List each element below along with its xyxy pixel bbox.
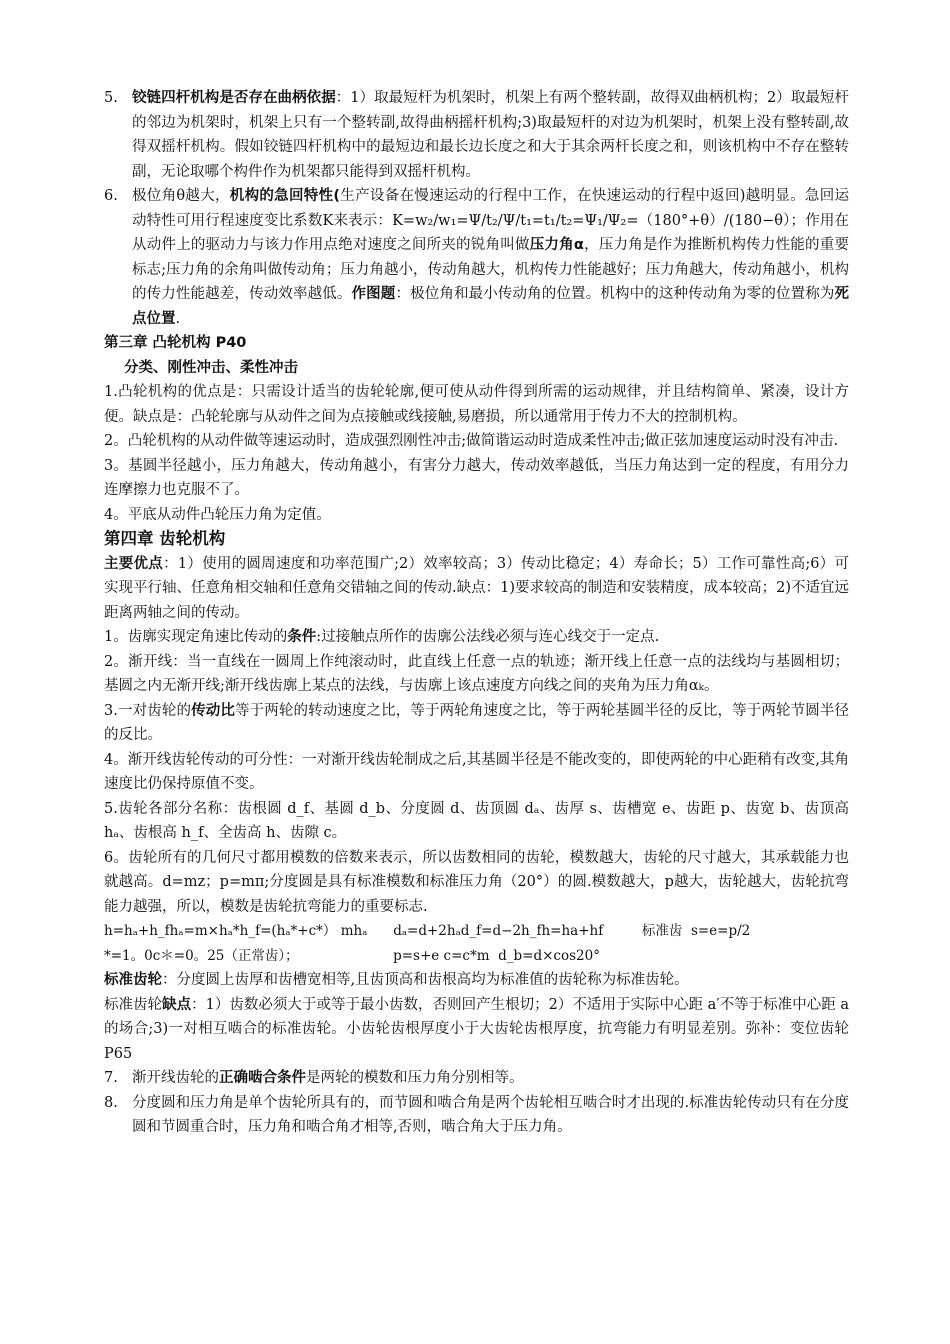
paragraph: 1.凸轮机构的优点是：只需设计适当的齿轮轮廓,便可使从动件得到所需的运动规律，并且结构简单、紧凑，设计方便。缺点是：凸轮轮廓与从动件之间为点接触或线接触,易磨损，所以通常用于传力不大的控制机构。 — [104, 384, 849, 425]
item-number: 5. — [104, 90, 118, 106]
chapter4-title: 第四章 齿轮机构 — [104, 529, 226, 548]
term-quick-return: 机构的急回特性( — [229, 188, 340, 204]
term-advantages: 主要优点 — [104, 555, 164, 572]
formula-line-1: h=hₐ+h_fhₐ=m×hₐ*h_f=(hₐ*+c*） mhₐ dₐ=d+2hₐd_f=d−2h_fh=ha+hf 标准齿 s=e=p/2 — [104, 923, 751, 939]
item-text: ，压力角是作为推断机构传力性能的重要标志;压力角的余角叫做传动角；压力角越小，传动角越大，机构传力性能越好；压力角越大，传动角越小，机构的传力性能越差，传动效率越低。 — [132, 237, 849, 302]
paragraph: 4。渐开线齿轮传动的可分性：一对渐开线齿轮制成之后,其基圆半径是不能改变的，即使两轮的中心距稍有改变,其角速度比仍保持原值不变。 — [104, 751, 849, 792]
item-text: . — [175, 310, 181, 327]
item-number: 8. — [104, 1094, 118, 1111]
document-page — [104, 86, 849, 1140]
term-dead-point: 死点位置 — [132, 286, 849, 327]
term-ratio: 传动比 — [191, 702, 235, 719]
chapter3-title: 第三章 凸轮机构 P40 — [104, 335, 247, 351]
paragraph: 1。齿廓实现定角速比传动的条件:过接触点所作的齿廓公法线必须与连心线交于一定点. — [104, 629, 660, 645]
paragraph: 6。齿轮所有的几何尺寸都用模数的倍数来表示，所以齿数相同的齿轮，模数越大，齿轮的尺寸越大，其承载能力也就越高。d=mz；p=mπ;分度圆是具有标准模数和标准压力角（20°）的圆.模数越大，p越大，齿轮越大，齿轮抗弯能力越强，所以，模数是齿轮抗弯能力的重要标志. — [104, 849, 849, 915]
item-text: 极位角θ越大， — [132, 188, 230, 204]
paragraph: 标准齿轮：分度圆上齿厚和齿槽宽相等,且齿顶高和齿根高均为标准值的齿轮称为标准齿轮。 — [104, 972, 689, 988]
term-pressure-angle: 压力角α — [529, 237, 584, 253]
term-disadvantages: 缺点 — [162, 996, 192, 1013]
paragraph: 标准齿轮缺点：1）齿数必须大于或等于最小齿数，否则回产生根切；2）不适用于实际中心距 a′不等于标准中心距 a 的场合;3)一对相互啮合的标准齿轮。小齿轮齿根厚度小于大齿轮齿根厚度，抗弯能力有明显差别。弥补：变位齿轮 P65 — [104, 996, 850, 1062]
item-text: ：极位角和最小传动角的位置。机构中的这种传动角为零的位置称为 — [395, 286, 835, 302]
term-drawing-task: 作图题 — [351, 286, 396, 302]
term-standard-gear: 标准齿轮 — [104, 972, 162, 988]
paragraph: 3.一对齿轮的传动比等于两轮的转动速度之比，等于两轮角速度之比，等于两轮基圆半径的反比，等于两轮节圆半径的反比。 — [104, 702, 849, 743]
item-number: 7. — [104, 1070, 118, 1086]
list-item-5 — [104, 86, 849, 184]
item-text: 生产设备在慢速运动的行程中工作，在快速运动的行程中返回)越明显。急回运动特性可用行程速度变比系数K来表示：K=w₂/w₁=Ψ/t₂/Ψ/t₁=t₁/t₂=Ψ₁/Ψ₂=（180°+θ）/(180−θ）；作用在从动件上的驱动力与该力作用点绝对速度之间所夹的锐角叫做 — [132, 188, 849, 253]
list-item-6 — [104, 184, 849, 331]
paragraph: 4。平底从动件凸轮压力角为定值。 — [104, 506, 331, 523]
paragraph: 主要优点：1）使用的圆周速度和功率范围广;2）效率较高；3）传动比稳定；4）寿命长；5）工作可靠性高;6）可实现平行轴、任意角相交轴和任意角交错轴之间的传动.缺点：1)要求较高的制造和安装精度，成本较高；2)不适宜远距离两轴之间的传动。 — [104, 555, 849, 621]
item-text: 分度圆和压力角是单个齿轮所具有的，而节圆和啮合角是两个齿轮相互啮合时才出现的.标准齿轮传动只有在分度圆和节圆重合时，压力角和啮合角才相等,否则，啮合角大于压力角。 — [132, 1094, 849, 1135]
paragraph: 3。基圆半径越小，压力角越大，传动角越小，有害分力越大，传动效率越低，当压力角达到一定的程度，有用分力连摩擦力也克服不了。 — [104, 457, 849, 498]
paragraph: 2。凸轮机构的从动件做等速运动时，造成强烈刚性冲击;做简谐运动时造成柔性冲击;做正弦加速度运动时没有冲击. — [104, 433, 839, 449]
list-item-7: 7. 渐开线齿轮的正确啮合条件是两轮的模数和压力角分别相等。 — [104, 1066, 849, 1091]
chapter3-subtitle: 分类、刚性冲击、柔性冲击 — [124, 359, 298, 376]
item-number: 6. — [104, 188, 118, 204]
item-text: ：1）取最短杆为机架时，机架上有两个整转副，故得双曲柄机构；2）取最短杆的邻边为机架时，机架上只有一个整转副,故得曲柄摇杆机构;3)取最短杆的对边为机架时，机架上没有整转副,故得双摇杆机构。假如铰链四杆机构中的最短边和最长边长度之和大于其余两杆长度之和，则该机构中不存在整转副，无论取哪个构件作为机架都只能得到双摇杆机构。 — [132, 90, 850, 180]
formula-line-2: *=1。0c＊=0。25（正常齿）； p=s+e c=c*m d_b=d×cos20° — [104, 947, 600, 964]
term-condition: 条件 — [287, 629, 317, 645]
paragraph: 5.齿轮各部分名称：齿根圆 d_f、基圆 d_b、分度圆 d、齿顶圆 dₐ、齿厚 s、齿槽宽 e、齿距 p、齿宽 b、齿顶高 hₐ、齿根高 h_f、全齿高 h、齿隙 c。 — [104, 800, 849, 841]
item-heading: 铰链四杆机构是否存在曲柄依据 — [132, 90, 336, 106]
list-item-8 — [104, 1091, 849, 1140]
term-meshing-condition: 正确啮合条件 — [219, 1070, 306, 1086]
paragraph: 2。渐开线：当一直线在一圆周上作纯滚动时，此直线上任意一点的轨迹；渐开线上任意一点的法线均与基圆相切；基圆之内无渐开线;渐开线齿廓上某点的法线，与齿廓上该点速度方向线之间的夹角为压力角αₖ。 — [104, 653, 849, 694]
